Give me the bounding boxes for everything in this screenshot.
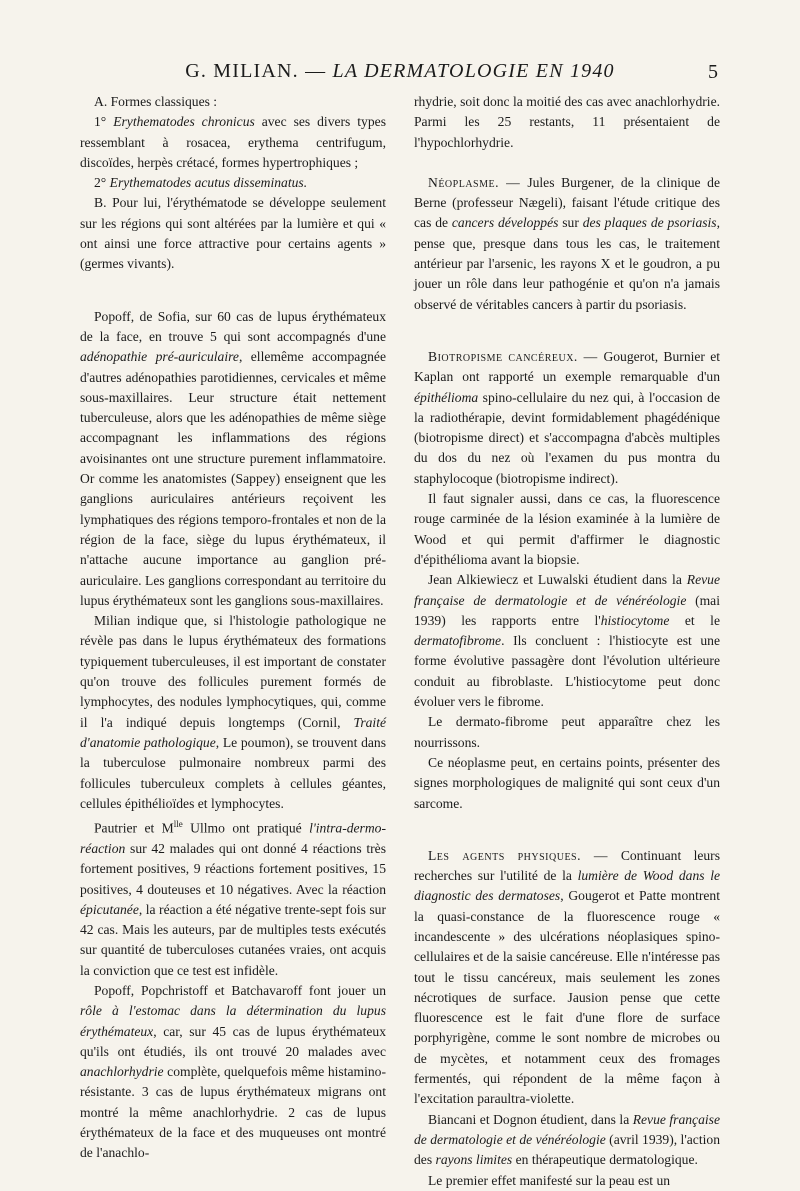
paragraph: A. Formes classiques :: [94, 94, 218, 109]
paragraph: Jean Alkiewiecz et Luwalski étudient dans la Revue française de dermatologie et de vénéréologie (mai 1939) les rapports entre l'histiocytome et le dermatofibrome. Ils concluent : l'histiocyte est une forme évolutive passagère dont l'évolution ultérieure conduit au fibroblaste. L'histiocytome peut donc évoluer vers le fibrome.: [414, 572, 720, 710]
paragraph: 1° Erythematodes chronicus avec ses divers types ressemblant à rosacea, erythema centrifugum, discoïdes, herpès crétacé, formes hypertrophiques ;: [80, 114, 386, 170]
paragraph: 2° Erythematodes acutus disseminatus.: [94, 175, 308, 191]
left-column: [80, 92, 386, 1164]
author-name: G. MILIAN. —: [185, 60, 333, 82]
paragraph: Le premier effet manifesté sur la peau est un: [428, 1172, 671, 1188]
journal-title: LA DERMATOLOGIE EN 1940: [332, 60, 615, 82]
paragraph: Pautrier et $M^{lle}$ Ullmo ont pratiqué l'intra-dermo-réaction sur 42 malades qui ont donné 4 réactions très fortement positives, 9 réactions fortement positives, 15 positives, 4 douteuses et 10 négatives. Avec la réaction épicutanée, la réaction a été négative trente-sept fois sur 42 cas. Mais les auteurs, par de multiples tests exécutés sur quantité de tuberculoses cutanées vraies, ont acquis la conviction que ce test est infidèle.: [80, 819, 386, 978]
paragraph: B. Pour lui, l'érythématode se développe seulement sur les régions qui sont altérées par la lumière et qui « ont ainsi une force attractive pour certains agents » (germes vivants).: [80, 195, 386, 272]
paragraph: Il faut signaler aussi, dans ce cas, la fluorescence rouge carminée de la lésion examinée à la lumière de Wood et qui permit d'affirmer le diagnostic d'épithélioma avant la biopsie.: [414, 491, 720, 567]
paragraph: Ce néoplasme peut, en certains points, présenter des signes morphologiques de malignité qui sont ceux d'un sarcome.: [414, 754, 720, 811]
running-header: [80, 60, 720, 90]
paragraph: Biancani et Dognon étudient, dans la Revue française de dermatologie et de vénéréologie (avril 1939), l'action des rayons limites en thérapeutique dermatologique.: [414, 1111, 720, 1168]
right-column: [414, 92, 720, 1191]
page-number: 5: [708, 61, 718, 83]
paragraph: Néoplasme. — Jules Burgener, de la clinique de Berne (professeur Nægeli), faisant l'étude critique des cas de cancers développés sur des plaques de psoriasis, pense que, presque dans tous les cas, le traitement antérieur par l'arsenic, les rayons X et le goudron, a pu jouer un rôle dans leur pathogénie et qu'on n'a jamais observé de véritables cancers à partir du psoriasis.: [414, 174, 720, 312]
paragraph: Popoff, de Sofia, sur 60 cas de lupus érythémateux de la face, en trouve 5 qui sont accompagnés d'une adénopathie pré-auriculaire, ellemême accompagnée d'autres adénopathies parotidiennes, cervicales et même sous-maxillaires. Leur structure était nettement tuberculeuse, alors que les adénopathies de même siège accompagnant les inflammations des régions avoisinantes ont une structure purement inflammatoire. Or comme les anatomistes (Sappey) enseignent que les ganglions auriculaires antérieurs reçoivent les lymphatiques des régions temporo-frontales et non de la région de la face, siège du lupus érythémateux, il n'attache aucune importance au ganglion pré-auriculaire. Les ganglions correspondant au territoire du lupus érythémateux sont les ganglions sous-maxillaires.: [80, 308, 386, 608]
paragraph: Les agents physiques. — Continuant leurs recherches sur l'utilité de la lumière de Wood dans le diagnostic des dermatoses, Gougerot et Patte montrent la quasi-constance de la fluorescence rouge « incandescente » des ulcérations néoplasiques spino-cellulaires et de la saisie cancéreuse. Elle n'intéresse pas tout le tissu cancéreux, mais seulement les zones nécrotiques de surface. Jausion pense que cette fluorescence est le fait d'une flore de surface porphyrigène, comme le sont nombre de microbes ou de mycètes, et notamment ceux des fromages fermentés, qui répondent de la même façon à l'excitation paraultra-violette.: [414, 847, 721, 1107]
section-heading: Les agents physiques. —: [428, 847, 621, 863]
paragraph: Popoff, Popchristoff et Batchavaroff font jouer un rôle à l'estomac dans la détermination du lupus érythémateux, car, sur 45 cas de lupus érythémateux qu'ils ont étudiés, ils ont trouvé 20 malades avec anachlorhydrie complète, quelquefois même histamino-résistante. 3 cas de lupus érythémateux migrans ont montré la même anachlorhydrie. 2 cas de lupus érythémateux de la face et des muqueuses ont montré de l'anachlo-: [80, 983, 386, 1161]
section-heading: Biotropisme cancéreux. —: [428, 348, 604, 364]
paragraph: rhydrie, soit donc la moitié des cas avec anachlorhydrie. Parmi les 25 restants, 11 présentaient de l'hypochlorhydrie.: [414, 94, 720, 150]
paragraph: Le dermato-fibrome peut apparaître chez les nourrissons.: [414, 714, 720, 750]
paragraph: Biotropisme cancéreux. — Gougerot, Burnier et Kaplan ont rapporté un exemple remarquable d'un épithélioma spino-cellulaire du nez qui, à l'occasion de la radiothérapie, devint formidablement phagédénique (biotropisme direct) et s'accompagna d'abcès multiples du dos du nez où l'examen du pus montra du staphylocoque (biotropisme indirect).: [414, 348, 721, 486]
section-heading: Néoplasme. —: [428, 174, 528, 190]
paragraph: Milian indique que, si l'histologie pathologique ne révèle pas dans le lupus érythémateux des formations typiquement tuberculeuses, il est important de constater qu'on trouve des follicules purement formés de lymphocytes, des nodules lymphocytiques, qui, comme il l'a indiqué depuis longtemps (Cornil, Traité d'anatomie pathologique, Le poumon), se trouvent dans la tuberculose pulmonaire nombreux parmi des follicules tuberculeux complets à cellules géantes, cellules épithélioïdes et lymphocytes.: [80, 613, 386, 811]
running-title: [80, 60, 720, 83]
